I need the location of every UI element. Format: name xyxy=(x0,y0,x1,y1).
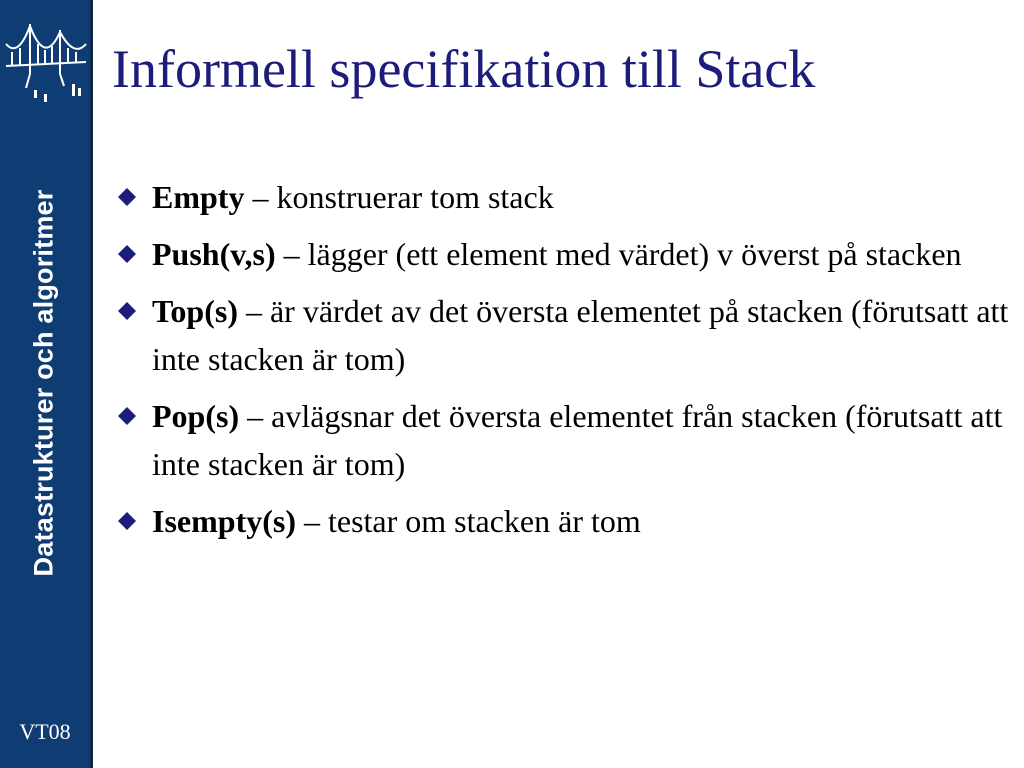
diamond-bullet-icon xyxy=(118,512,136,530)
term-code: VT08 xyxy=(19,719,71,744)
bullet-term: Pop(s) xyxy=(152,398,240,434)
bullet-term: Empty xyxy=(152,179,245,215)
bullet-item-push xyxy=(112,230,1012,278)
bullet-term: Push(v,s) xyxy=(152,236,276,272)
diamond-bullet-icon xyxy=(118,302,136,320)
sidebar xyxy=(0,0,90,768)
course-title: Datastrukturer och algoritmer xyxy=(28,189,59,577)
bridge-logo-icon xyxy=(4,14,88,104)
bullet-term: Isempty(s) xyxy=(152,503,296,539)
slide-title: Informell specifikation till Stack xyxy=(112,39,816,99)
bullet-desc: – konstruerar tom stack xyxy=(244,179,554,215)
bullet-desc: – är värdet av det översta elementet på stacken (förutsatt att inte stacken är tom) xyxy=(152,293,1009,377)
bullet-item-top xyxy=(112,287,1012,383)
bullet-item-empty xyxy=(112,173,1012,221)
bullet-desc: – avlägsnar det översta elementet från stacken (förutsatt att inte stacken är tom) xyxy=(152,398,1003,482)
bullet-item-pop xyxy=(112,392,1012,488)
diamond-bullet-icon xyxy=(118,245,136,263)
bullet-desc: – testar om stacken är tom xyxy=(295,503,641,539)
bullet-list xyxy=(112,173,1012,554)
diamond-bullet-icon xyxy=(118,407,136,425)
bullet-item-isempty xyxy=(112,497,1012,545)
sidebar-edge xyxy=(90,0,93,768)
diamond-bullet-icon xyxy=(118,188,136,206)
bullet-desc: – lägger (ett element med värdet) v överst på stacken xyxy=(275,236,962,272)
bullet-term: Top(s) xyxy=(152,293,238,329)
